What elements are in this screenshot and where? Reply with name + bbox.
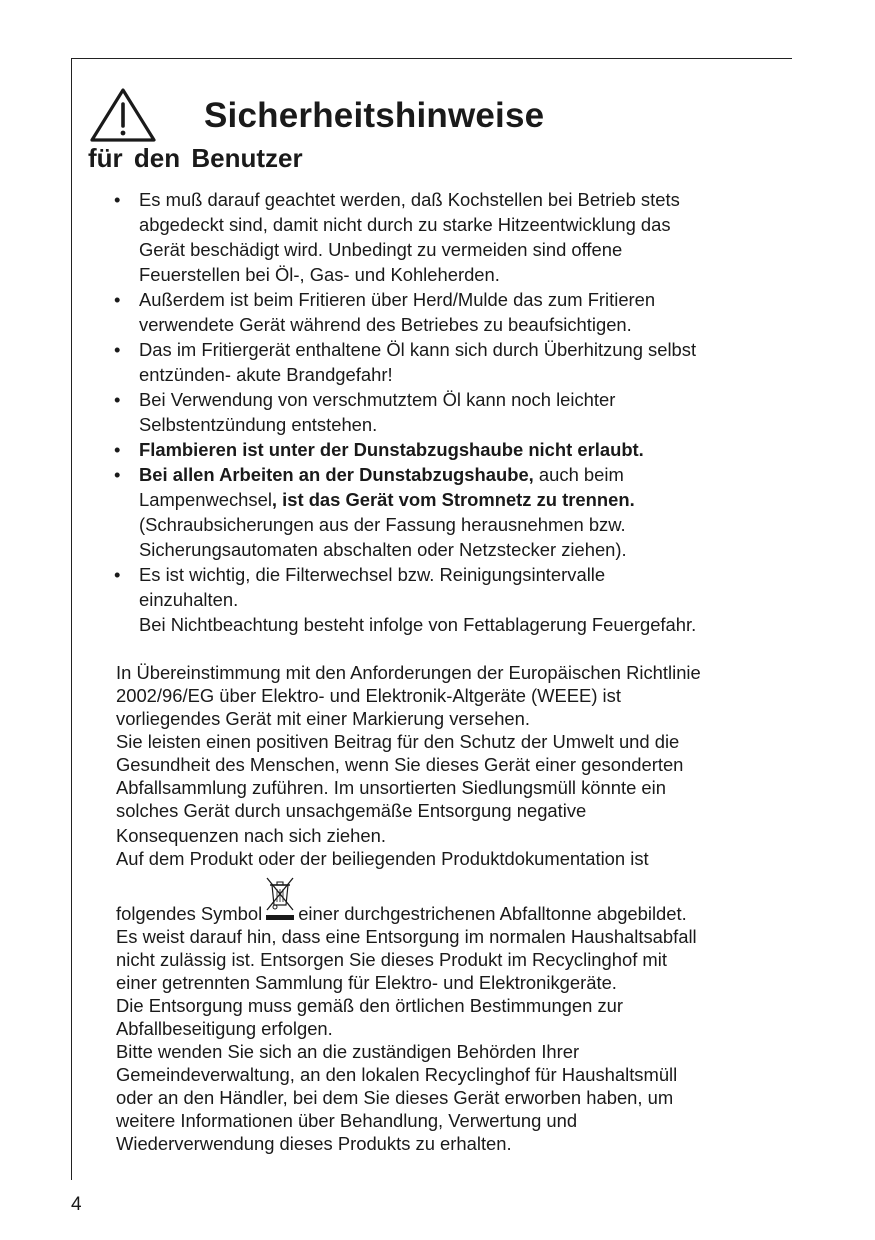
bullet-line: Feuerstellen bei Öl-, Gas- und Kohleherden. <box>139 264 500 285</box>
weee-section <box>116 661 781 1155</box>
text-line: 2002/96/EG über Elektro- und Elektronik-Altgeräte (WEEE) ist <box>116 685 621 706</box>
text-line: Auf dem Produkt oder der beiliegenden Produktdokumentation ist <box>116 848 649 869</box>
weee-paragraph <box>116 661 781 822</box>
bullet-text: Lampenwechsel <box>139 489 272 510</box>
bullet-line: (Schraubsicherungen aus der Fassung herausnehmen bzw. <box>139 514 626 535</box>
text-line: Gemeindeverwaltung, an den lokalen Recyclinghof für Haushaltsmüll <box>116 1064 678 1085</box>
bullet-line: Es ist wichtig, die Filterwechsel bzw. Reinigungsintervalle <box>139 564 606 585</box>
bullet-line: abgedeckt sind, damit nicht durch zu starke Hitzeentwicklung das <box>139 214 671 235</box>
bullet-line: einzuhalten. <box>139 589 239 610</box>
text-line: Gesundheit des Menschen, wenn Sie dieses Gerät einer gesonderten <box>116 754 684 775</box>
bullet-line: Sicherungsautomaten abschalten oder Netzstecker ziehen). <box>139 539 627 560</box>
bullet-line: Bei Verwendung von verschmutztem Öl kann noch leichter <box>139 389 616 410</box>
bullet-dot: • <box>114 289 121 310</box>
text-line: Abfallsammlung zuführen. Im unsortierten Siedlungsmüll könnte ein <box>116 777 666 798</box>
bullet-text: auch beim <box>538 464 624 485</box>
text-line: Es weist darauf hin, dass eine Entsorgung im normalen Haushaltsabfall <box>116 926 697 947</box>
bullet-item <box>113 437 783 462</box>
page-number: 4 <box>71 1194 82 1215</box>
bullet-bold-text: , ist das Gerät vom Stromnetz zu trennen. <box>271 489 635 510</box>
text-line: folgendes Symbol <box>116 903 263 924</box>
bullet-line: Selbstentzündung entstehen. <box>139 414 378 435</box>
text-line: Konsequenzen nach sich ziehen. <box>116 825 386 846</box>
text-line: nicht zulässig ist. Entsorgen Sie dieses Produkt im Recyclinghof mit <box>116 949 667 970</box>
weee-paragraph <box>116 824 781 870</box>
bullet-line: entzünden- akute Brandgefahr! <box>139 364 393 385</box>
bullet-dot: • <box>114 389 121 410</box>
text-line: einer getrennten Sammlung für Elektro- und Elektronikgeräte. <box>116 972 617 993</box>
bullet-line: Bei Nichtbeachtung besteht infolge von Fettablagerung Feuergefahr. <box>139 614 697 635</box>
bullet-line: verwendete Gerät während des Betriebes zu beaufsichtigen. <box>139 314 632 335</box>
text-line: Sie leisten einen positiven Beitrag für den Schutz der Umwelt und die <box>116 731 680 752</box>
bullet-item <box>113 562 783 637</box>
text-line: Abfallbeseitigung erfolgen. <box>116 1018 333 1039</box>
safety-bullet-list <box>113 187 783 637</box>
text-line: In Übereinstimmung mit den Anforderungen der Europäischen Richtlinie <box>116 662 701 683</box>
bullet-bold-text: Flambieren ist unter der Dunstabzugshaube nicht erlaubt. <box>139 439 644 460</box>
page-title: Sicherheitshinweise <box>204 96 545 135</box>
bullet-dot: • <box>114 564 121 585</box>
text-line: Wiederverwendung dieses Produkts zu erhalten. <box>116 1133 512 1154</box>
bullet-item <box>113 462 783 562</box>
bullet-item <box>113 187 783 287</box>
text-line: einer durchgestrichenen Abfalltonne abgebildet. <box>298 903 687 924</box>
warning-triangle-icon <box>88 86 158 144</box>
weee-symbol-line <box>116 874 781 1155</box>
bullet-item <box>113 337 783 387</box>
bullet-line: Gerät beschädigt wird. Unbedingt zu vermeiden sind offene <box>139 239 623 260</box>
bullet-bold-text: Bei allen Arbeiten an der Dunstabzugshaube, <box>139 464 534 485</box>
text-line: weitere Informationen über Behandlung, Verwertung und <box>116 1110 578 1131</box>
text-line: Bitte wenden Sie sich an die zuständigen Behörden Ihrer <box>116 1041 580 1062</box>
left-rule <box>71 58 72 1180</box>
bullet-dot: • <box>114 189 121 210</box>
text-line: Die Entsorgung muss gemäß den örtlichen Bestimmungen zur <box>116 995 624 1016</box>
bullet-dot: • <box>114 339 121 360</box>
text-line: vorliegendes Gerät mit einer Markierung versehen. <box>116 708 530 729</box>
bullet-line: Das im Fritiergerät enthaltene Öl kann sich durch Überhitzung selbst <box>139 339 697 360</box>
bullet-item <box>113 387 783 437</box>
bullet-dot: • <box>114 439 121 460</box>
bullet-line: Es muß darauf geachtet werden, daß Kochstellen bei Betrieb stets <box>139 189 680 210</box>
top-rule <box>71 58 792 59</box>
text-line: solches Gerät durch unsachgemäße Entsorgung negative <box>116 800 587 821</box>
page-subtitle: für den Benutzer <box>88 143 303 173</box>
bullet-dot: • <box>114 464 121 485</box>
text-line: oder an den Händler, bei dem Sie dieses Gerät erworben haben, um <box>116 1087 674 1108</box>
bullet-item <box>113 287 783 337</box>
crossed-out-wheelie-bin-icon <box>263 874 297 924</box>
bullet-line: Außerdem ist beim Fritieren über Herd/Mulde das zum Fritieren <box>139 289 656 310</box>
